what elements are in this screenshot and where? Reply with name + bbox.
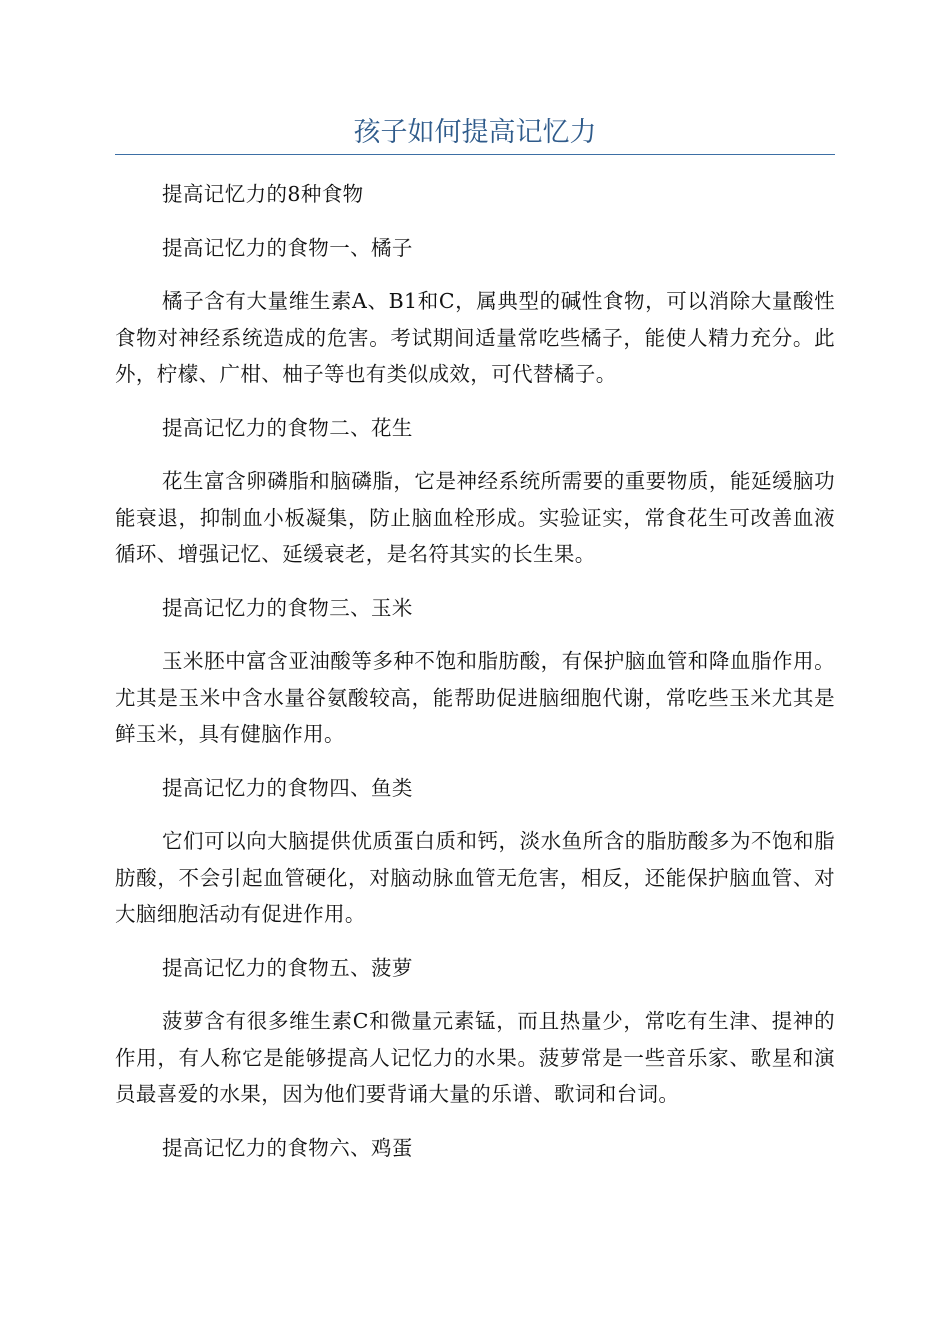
body-paragraph: 菠萝含有很多维生素C和微量元素锰，而且热量少，常吃有生津、提神的作用，有人称它是能够提高人记忆力的水果。菠萝常是一些音乐家、歌星和演员最喜爱的水果，因为他们要背诵大量的乐谱、歌词和台词。 <box>115 1009 835 1106</box>
document-title: 孩子如何提高记忆力 <box>353 117 597 148</box>
title-underline <box>115 154 835 155</box>
section-heading: 提高记忆力的食物一、橘子 <box>162 235 413 260</box>
section-heading: 提高记忆力的食物四、鱼类 <box>162 775 413 800</box>
body-paragraph: 花生富含卵磷脂和脑磷脂，它是神经系统所需要的重要物质，能延缓脑功能衰退，抑制血小板凝集，防止脑血栓形成。实验证实，常食花生可改善血液循环、增强记忆、延缓衰老，是名符其实的长生果。 <box>115 469 835 566</box>
section-heading: 提高记忆力的食物五、菠萝 <box>162 955 413 980</box>
document-page <box>115 0 835 1344</box>
section-heading: 提高记忆力的8种食物 <box>162 182 364 206</box>
section-heading: 提高记忆力的食物二、花生 <box>162 415 413 440</box>
body-paragraph: 橘子含有大量维生素A、B1和C，属典型的碱性食物，可以消除大量酸性食物对神经系统造成的危害。考试期间适量常吃些橘子，能使人精力充分。此外，柠檬、广柑、柚子等也有类似成效，可代替橘子。 <box>115 289 835 386</box>
body-paragraph: 玉米胚中富含亚油酸等多种不饱和脂肪酸，有保护脑血管和降血脂作用。尤其是玉米中含水量谷氨酸较高，能帮助促进脑细胞代谢，常吃些玉米尤其是鲜玉米，具有健脑作用。 <box>115 649 835 746</box>
section-heading: 提高记忆力的食物六、鸡蛋 <box>162 1135 413 1160</box>
body-paragraph: 它们可以向大脑提供优质蛋白质和钙，淡水鱼所含的脂肪酸多为不饱和脂肪酸，不会引起血管硬化，对脑动脉血管无危害，相反，还能保护脑血管、对大脑细胞活动有促进作用。 <box>115 829 835 926</box>
document-body <box>115 176 835 1183</box>
section-heading: 提高记忆力的食物三、玉米 <box>162 595 413 620</box>
